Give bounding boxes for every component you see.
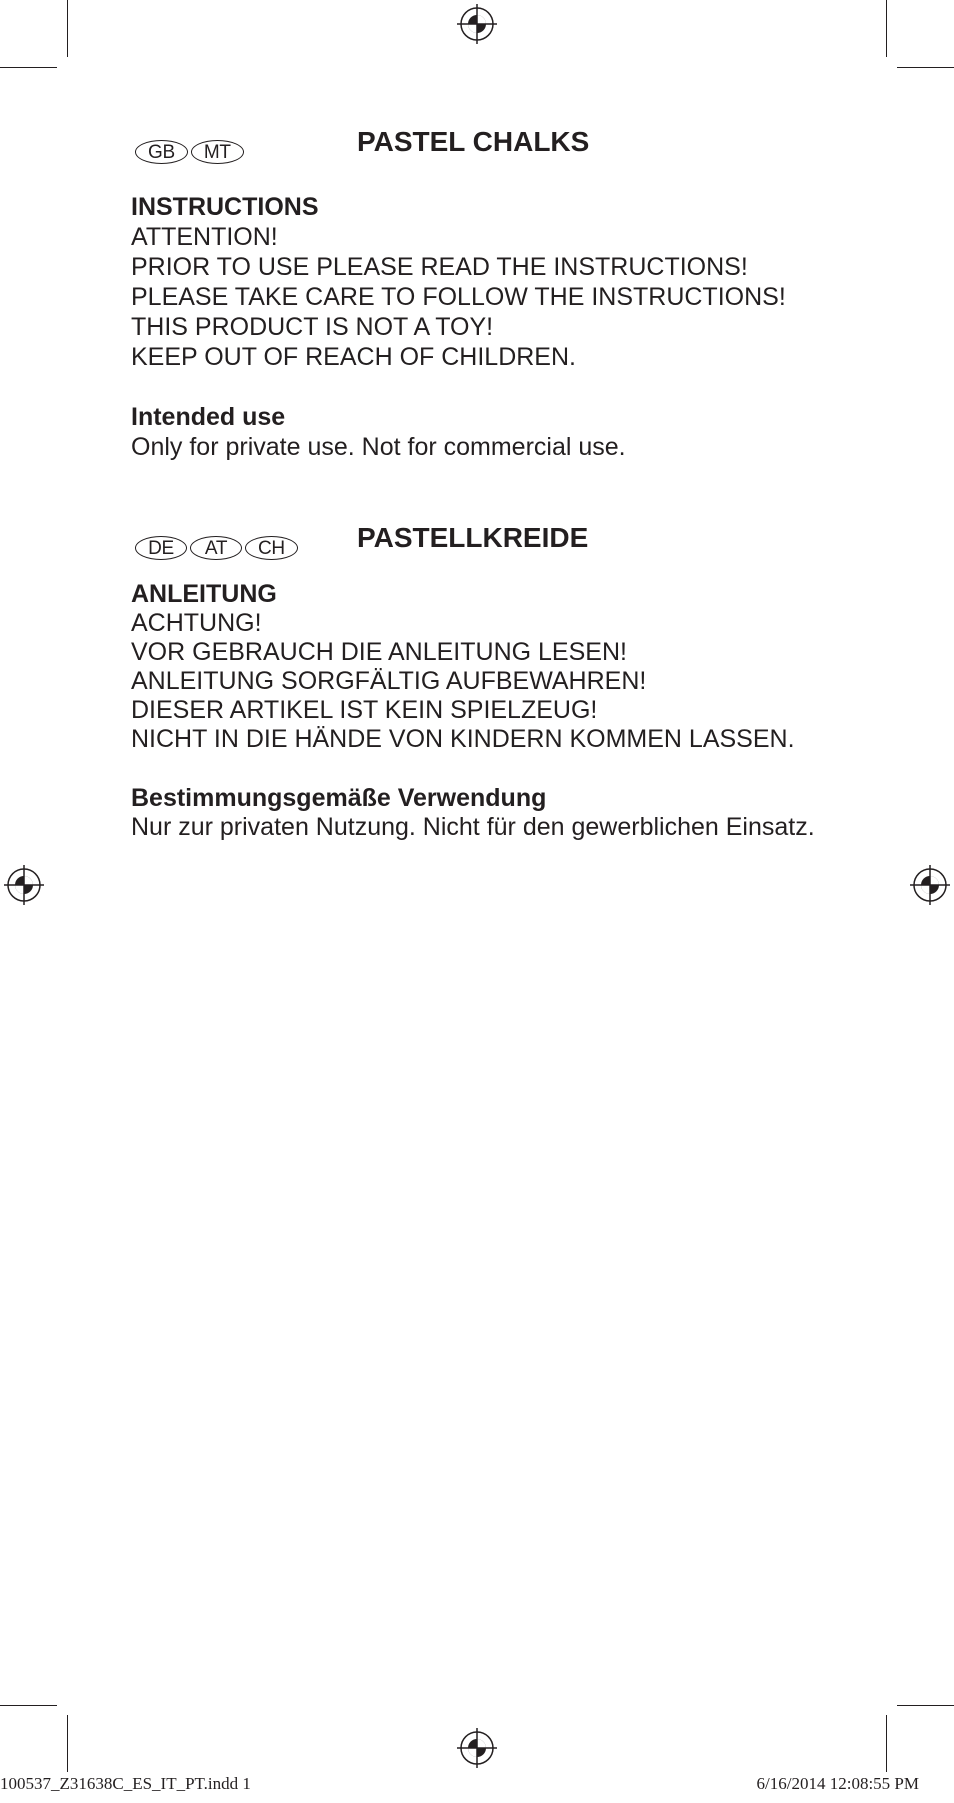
- section-header: [131, 120, 891, 170]
- product-title: PASTELLKREIDE: [357, 522, 589, 553]
- registration-mark-bottom-icon: [457, 1728, 497, 1768]
- registration-mark-top-icon: [457, 4, 497, 44]
- instruction-line: ANLEITUNG SORGFÄLTIG AUFBEWAHREN!: [131, 667, 647, 695]
- intended-use-text: Nur zur privaten Nutzung. Nicht für den gewerblichen Einsatz.: [131, 813, 815, 841]
- crop-mark-bottom-right: [897, 1705, 954, 1706]
- intended-use-text: Only for private use. Not for commercial use.: [131, 433, 626, 461]
- slug-file-name: 100537_Z31638C_ES_IT_PT.indd 1: [0, 1774, 251, 1793]
- country-badge: MT: [191, 140, 244, 164]
- country-badge: AT: [190, 536, 242, 560]
- instruction-line: NICHT IN DIE HÄNDE VON KINDERN KOMMEN LASSEN.: [131, 725, 795, 753]
- country-badge: CH: [245, 536, 298, 560]
- country-badges: [135, 536, 298, 560]
- crop-mark-top-left: [67, 0, 68, 57]
- instruction-line: KEEP OUT OF REACH OF CHILDREN.: [131, 343, 576, 371]
- section-header: [131, 516, 891, 566]
- crop-mark-bottom-right: [886, 1715, 887, 1772]
- country-badge: GB: [135, 140, 188, 164]
- intended-use-heading: Bestimmungsgemäße Verwendung: [131, 784, 547, 812]
- slug-timestamp: 6/16/2014 12:08:55 PM: [756, 1774, 919, 1793]
- instruction-line: ATTENTION!: [131, 223, 278, 251]
- crop-mark-top-left: [0, 67, 57, 68]
- instruction-line: ACHTUNG!: [131, 609, 262, 637]
- section-english: [131, 120, 891, 462]
- instruction-line: THIS PRODUCT IS NOT A TOY!: [131, 313, 494, 341]
- crop-mark-bottom-left: [0, 1705, 57, 1706]
- instruction-line: DIESER ARTIKEL IST KEIN SPIELZEUG!: [131, 696, 598, 724]
- crop-mark-top-right: [897, 67, 954, 68]
- instructions-heading: ANLEITUNG: [131, 580, 277, 608]
- crop-mark-top-right: [886, 0, 887, 57]
- instructions-heading: INSTRUCTIONS: [131, 193, 319, 221]
- instruction-line: VOR GEBRAUCH DIE ANLEITUNG LESEN!: [131, 638, 627, 666]
- instruction-line: PLEASE TAKE CARE TO FOLLOW THE INSTRUCTIONS!: [131, 283, 786, 311]
- intended-use-heading: Intended use: [131, 403, 286, 431]
- instruction-line: PRIOR TO USE PLEASE READ THE INSTRUCTIONS!: [131, 253, 748, 281]
- country-badges: [135, 140, 244, 164]
- registration-mark-left-icon: [4, 865, 44, 905]
- crop-mark-bottom-left: [67, 1715, 68, 1772]
- country-badge: DE: [135, 536, 187, 560]
- product-title: PASTEL CHALKS: [357, 126, 590, 157]
- registration-mark-right-icon: [910, 865, 950, 905]
- section-german: [131, 516, 891, 842]
